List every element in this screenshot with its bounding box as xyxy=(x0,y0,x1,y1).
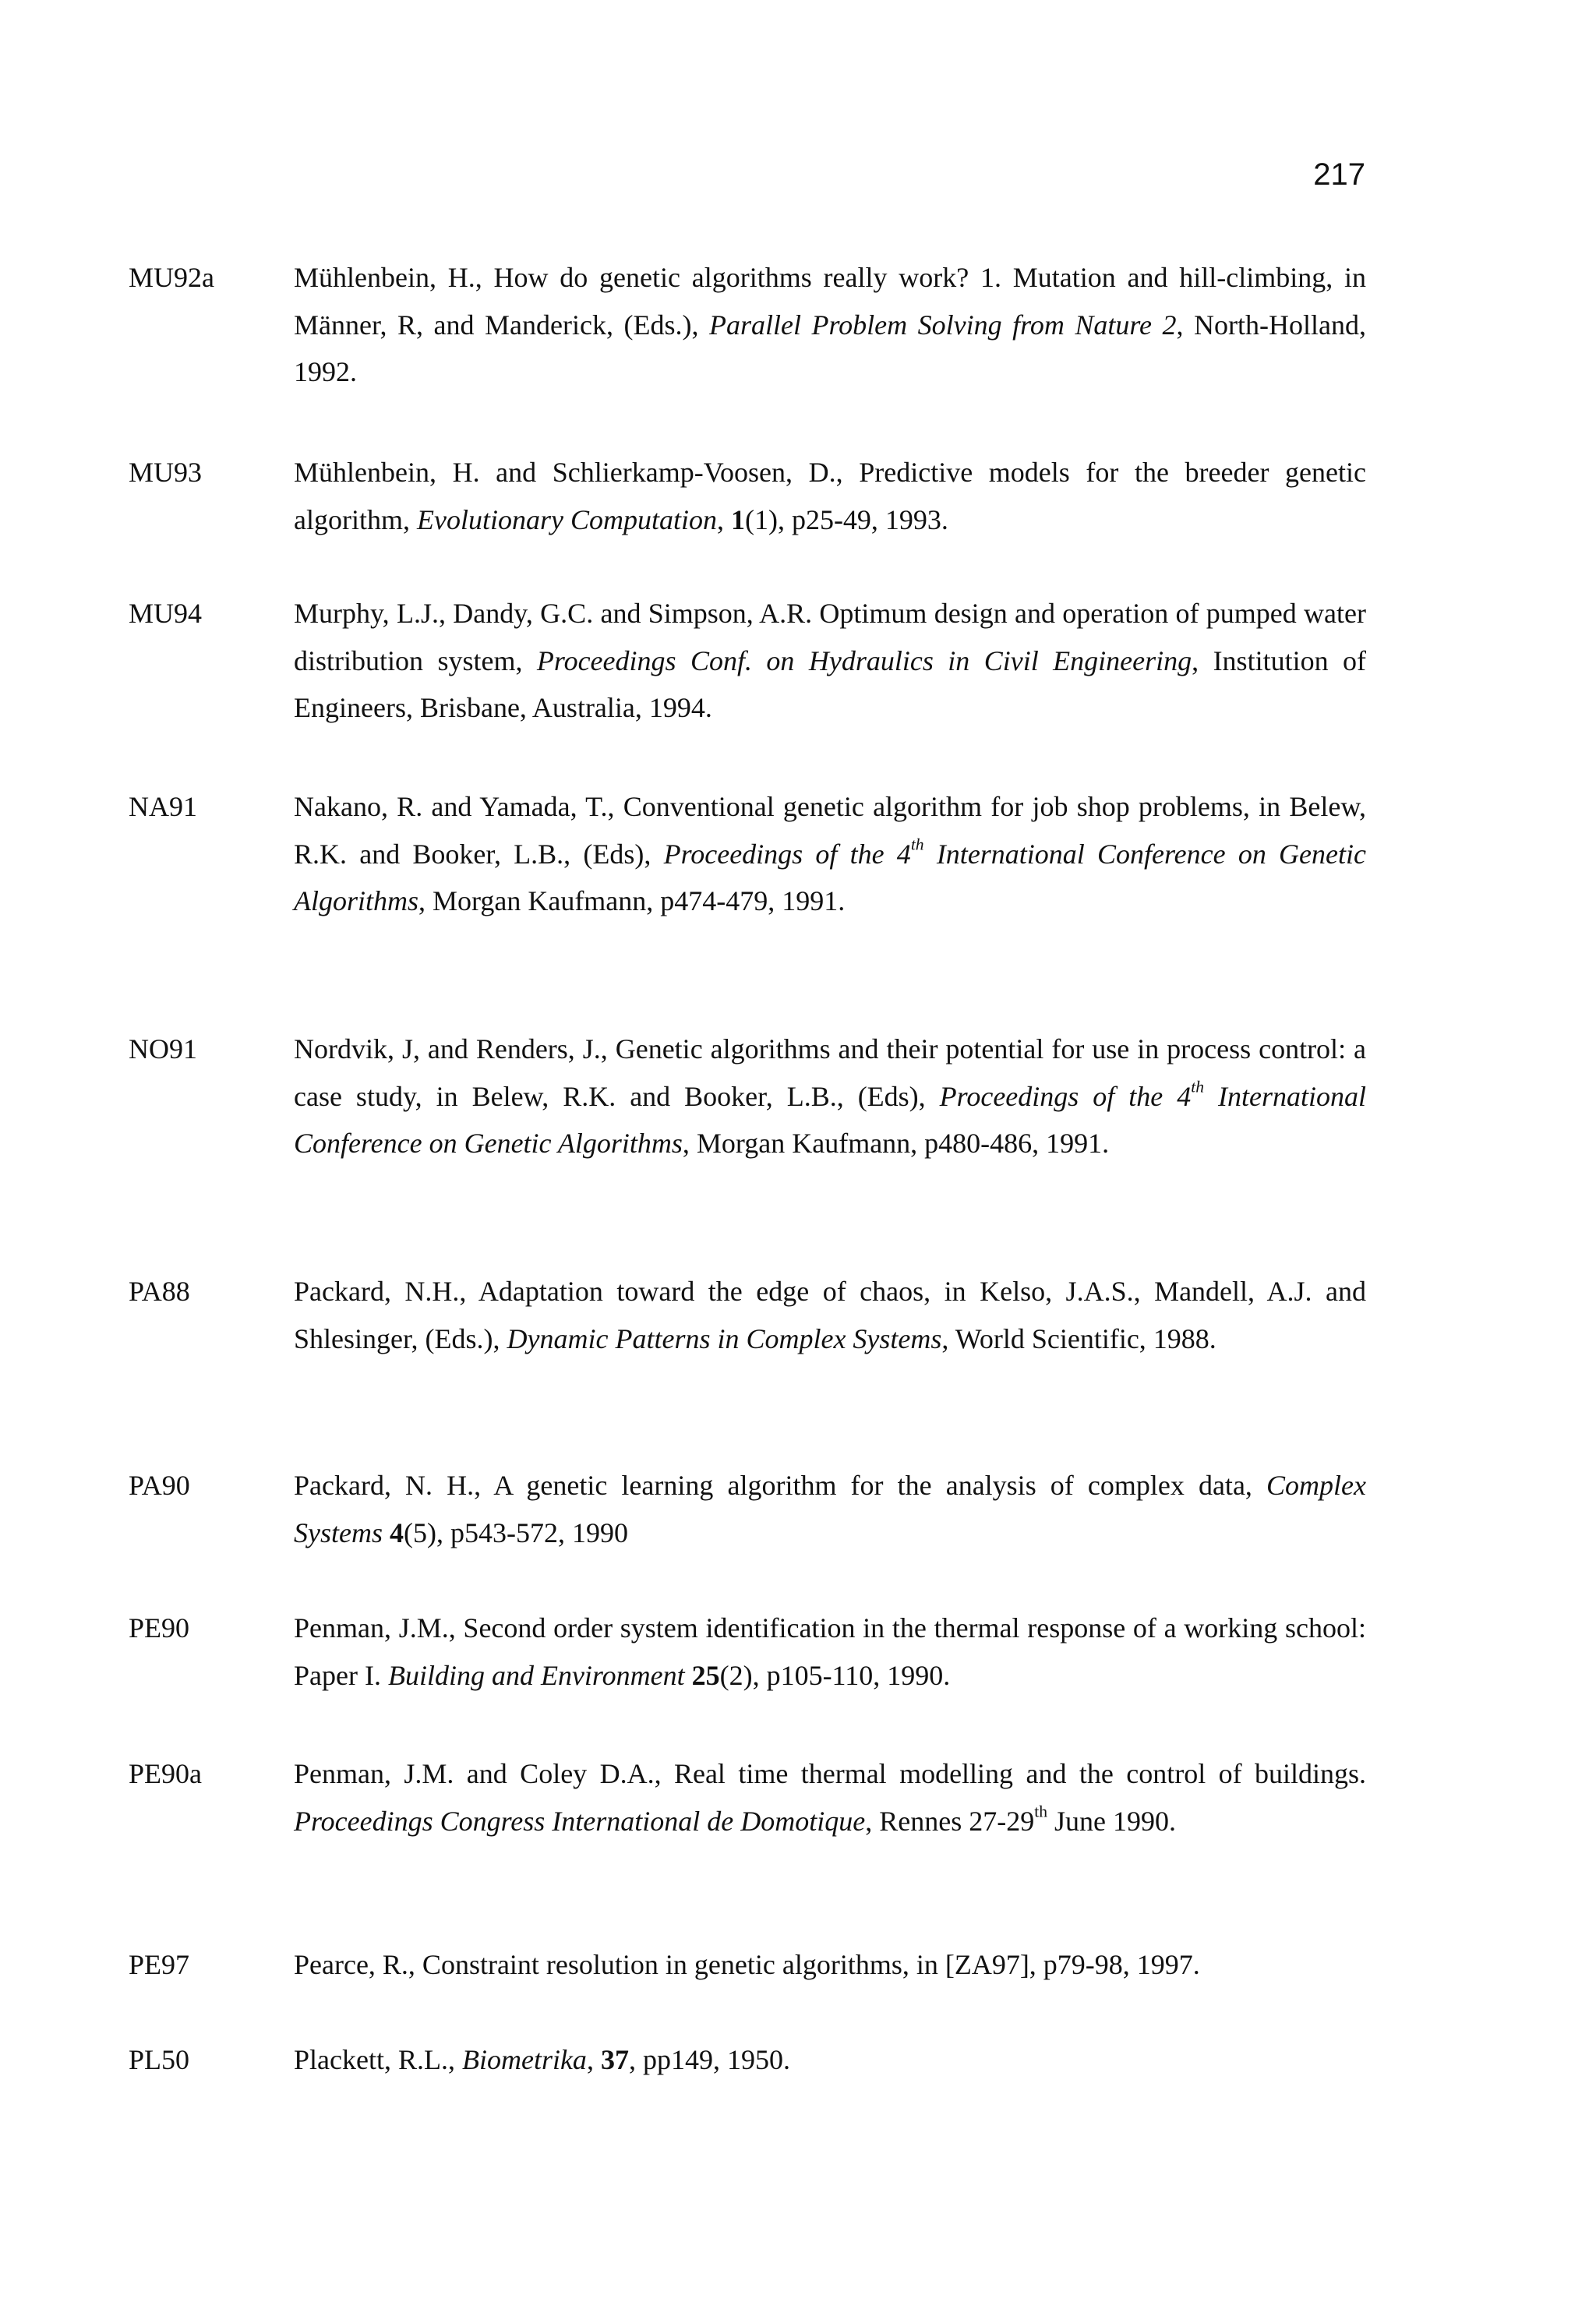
reference-segment: , North-Holland, 1992. xyxy=(294,309,1367,387)
reference-segment: Complex Systems xyxy=(294,1470,1366,1548)
reference-text xyxy=(294,449,1366,543)
reference-segment: Proceedings of the 4 xyxy=(663,838,911,870)
reference-segment: 37 xyxy=(600,2044,629,2075)
reference-segment: (1), p25-49, 1993. xyxy=(744,503,948,535)
reference-segment: , xyxy=(716,503,731,535)
reference-segment: Penman, J.M. and Coley D.A., Real time thermal modelling and the control of buildings. xyxy=(294,1758,1366,1789)
reference-segment: 4 xyxy=(389,1516,404,1548)
reference-text xyxy=(294,590,1366,732)
reference-segment: Nordvik, J, and Renders, J., Genetic algorithms and their potential for use in process control: a case study, in Belew, R.K. and Booker, L.B., (Eds), xyxy=(294,1033,1366,1112)
reference-text xyxy=(294,2036,1366,2084)
reference-segment: International Conference on Genetic Algorithms xyxy=(294,838,1366,916)
reference-segment: Building and Environment xyxy=(387,1659,685,1691)
reference-segment: , Morgan Kaufmann, p474-479, 1991. xyxy=(418,885,846,916)
reference-text xyxy=(294,1750,1366,1845)
reference-segment: Dynamic Patterns in Complex Systems xyxy=(507,1322,942,1354)
reference-key: PA90 xyxy=(129,1470,190,1501)
reference-segment: (2), p105-110, 1990. xyxy=(719,1659,951,1691)
reference-segment: Mühlenbein, H. and Schlierkamp-Voosen, D., Predictive models for the breeder genetic algorithm, xyxy=(294,457,1366,535)
reference-segment xyxy=(685,1660,692,1691)
reference-segment: June 1990. xyxy=(1047,1805,1177,1837)
reference-segment: Nakano, R. and Yamada, T., Conventional genetic algorithm for job shop problems, in Belew, R.K. and Booker, L.B., (Eds), xyxy=(294,791,1366,870)
reference-text xyxy=(294,1026,1366,1167)
reference-text xyxy=(294,254,1366,396)
reference-key: PE90a xyxy=(129,1758,202,1789)
reference-segment: 1 xyxy=(730,503,745,535)
reference-segment: Proceedings of the 4 xyxy=(939,1080,1192,1112)
reference-segment: International Conference on Genetic Algorithms xyxy=(294,1080,1367,1159)
page-number: 217 xyxy=(1313,157,1365,192)
reference-text xyxy=(294,1605,1366,1699)
reference-key: MU92a xyxy=(129,262,214,293)
reference-segment: th xyxy=(1034,1802,1048,1821)
reference-key: NA91 xyxy=(129,791,197,822)
reference-segment: (5), p543-572, 1990 xyxy=(403,1516,628,1548)
reference-segment: Packard, N.H., Adaptation toward the edge of chaos, in Kelso, J.A.S., Mandell, A.J. and Shlesinger, (Eds.), xyxy=(294,1276,1366,1354)
reference-segment: , World Scientific, 1988. xyxy=(941,1322,1216,1354)
reference-segment: Murphy, L.J., Dandy, G.C. and Simpson, A.R. Optimum design and operation of pumped water distribution system, xyxy=(294,598,1366,676)
reference-key: NO91 xyxy=(129,1033,197,1064)
reference-segment: Biometrika xyxy=(461,2044,587,2075)
reference-segment: , xyxy=(586,2044,601,2075)
reference-key: PL50 xyxy=(129,2044,190,2075)
reference-segment: Plackett, R.L., xyxy=(294,2044,462,2075)
reference-segment: Packard, N. H., A genetic learning algorithm for the analysis of complex data, xyxy=(294,1470,1267,1501)
reference-key: PE97 xyxy=(129,1949,190,1980)
reference-segment: Evolutionary Computation xyxy=(416,503,717,535)
reference-segment: , Rennes 27-29 xyxy=(865,1805,1035,1837)
reference-segment: Mühlenbein, H., How do genetic algorithms really work? 1. Mutation and hill-climbing, in Männer, R, and Manderick, (Eds.), xyxy=(294,262,1366,341)
reference-key: MU93 xyxy=(129,457,203,488)
reference-text xyxy=(294,1462,1366,1556)
reference-segment: Proceedings Congress International de Domotique xyxy=(294,1805,866,1837)
reference-segment: Penman, J.M., Second order system identification in the thermal response of a working school: Paper I. xyxy=(294,1612,1366,1691)
reference-segment: 25 xyxy=(691,1659,720,1691)
reference-key: PA88 xyxy=(129,1276,190,1307)
reference-segment xyxy=(383,1517,390,1548)
reference-segment: , pp149, 1950. xyxy=(628,2044,790,2075)
reference-segment: , Morgan Kaufmann, p480-486, 1991. xyxy=(682,1128,1110,1159)
reference-text xyxy=(294,1941,1366,1989)
reference-segment: Parallel Problem Solving from Nature 2 xyxy=(709,309,1177,341)
reference-segment: Proceedings Conf. on Hydraulics in Civil Engineering xyxy=(536,644,1192,676)
reference-text xyxy=(294,1268,1366,1362)
reference-key: PE90 xyxy=(129,1612,190,1644)
reference-text xyxy=(294,783,1366,925)
reference-key: MU94 xyxy=(129,598,203,629)
reference-segment: th xyxy=(1191,1077,1205,1096)
reference-segment: , Institution of Engineers, Brisbane, Australia, 1994. xyxy=(294,644,1367,723)
reference-segment: th xyxy=(910,835,924,854)
reference-segment: Pearce, R., Constraint resolution in genetic algorithms, in [ZA97], p79-98, 1997. xyxy=(294,1949,1200,1980)
